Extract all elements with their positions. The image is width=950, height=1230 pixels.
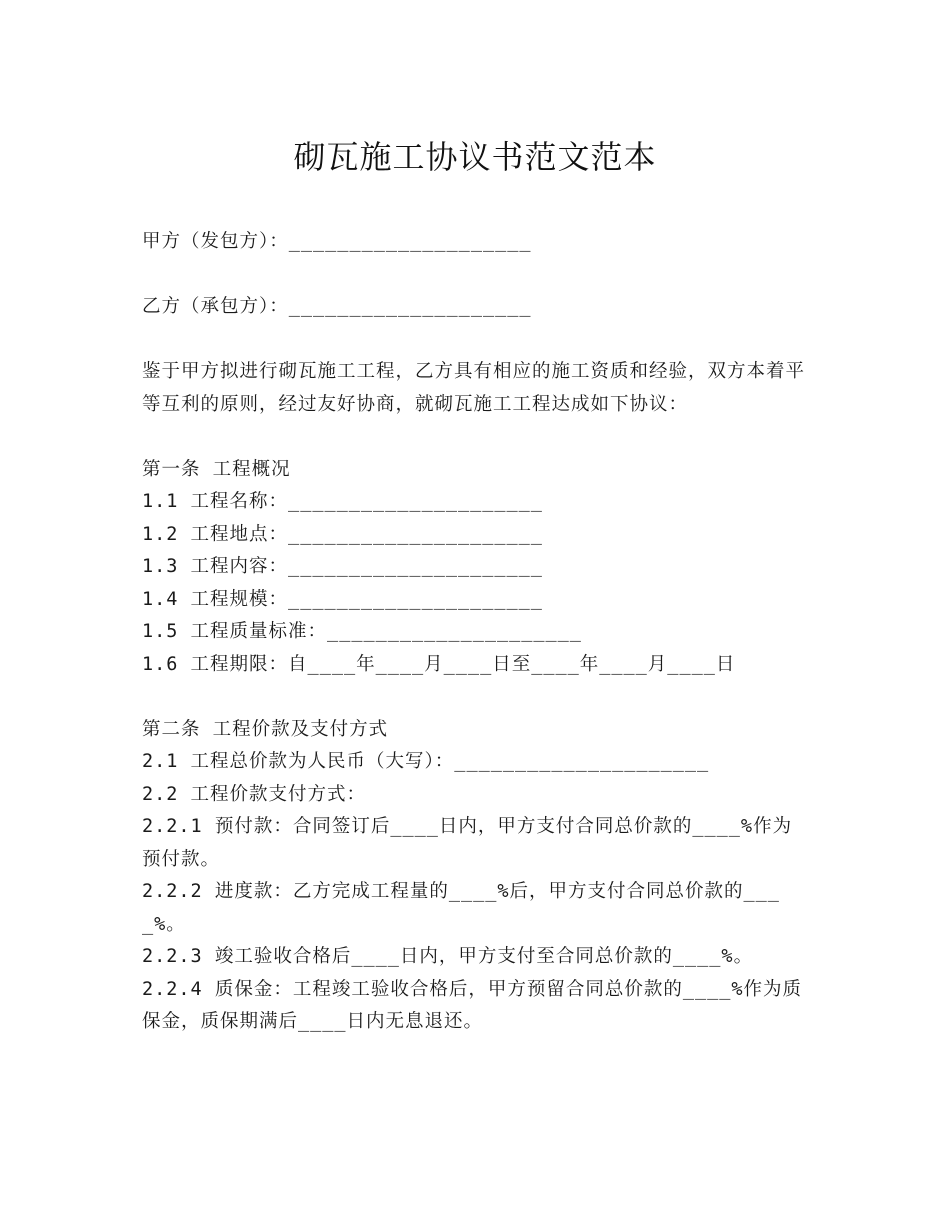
article-1-item: 1.1 工程名称：_____________________ [142,491,543,512]
preamble-paragraph: 鉴于甲方拟进行砌瓦施工工程，乙方具有相应的施工资质和经验，双方本着平等互利的原则，经过友好协商，就砌瓦施工工程达成如下协议： [142,361,806,415]
document-body [142,226,807,1039]
party-b-line: 乙方（承包方）：____________________ [142,296,532,317]
article-1-item: 1.4 工程规模：_____________________ [142,588,543,610]
article-1-item: 1.5 工程质量标准：_____________________ [142,621,582,642]
article-1-item: 1.6 工程期限：自____年____月____日至____年____月____日 [142,653,736,675]
article-2-item: 2.2.2 进度款：乙方完成工程量的____%后，甲方支付合同总价款的____%。 [142,881,780,935]
article-1-heading: 第一条 工程概况 [142,458,291,480]
document-title: 砌瓦施工协议书范文范本 [293,138,657,176]
article-2-heading: 第二条 工程价款及支付方式 [142,718,389,740]
article-1-item: 1.3 工程内容：_____________________ [142,556,543,577]
article-2-item: 2.1 工程总价款为人民币（大写）：_____________________ [142,751,710,772]
article-1-item: 1.2 工程地点：_____________________ [142,523,543,545]
article-2-item: 2.2.1 预付款：合同签订后____日内，甲方支付合同总价款的____%作为预付款。 [142,816,793,870]
article-2-item: 2.2.3 竣工验收合格后____日内，甲方支付至合同总价款的____%。 [142,946,754,967]
party-a-line: 甲方（发包方）：____________________ [142,231,532,252]
article-2-item: 2.2 工程价款支付方式： [142,783,367,805]
article-2-item: 2.2.4 质保金：工程竣工验收合格后，甲方预留合同总价款的____%作为质保金，质保期满后____日内无息退还。 [142,978,803,1032]
